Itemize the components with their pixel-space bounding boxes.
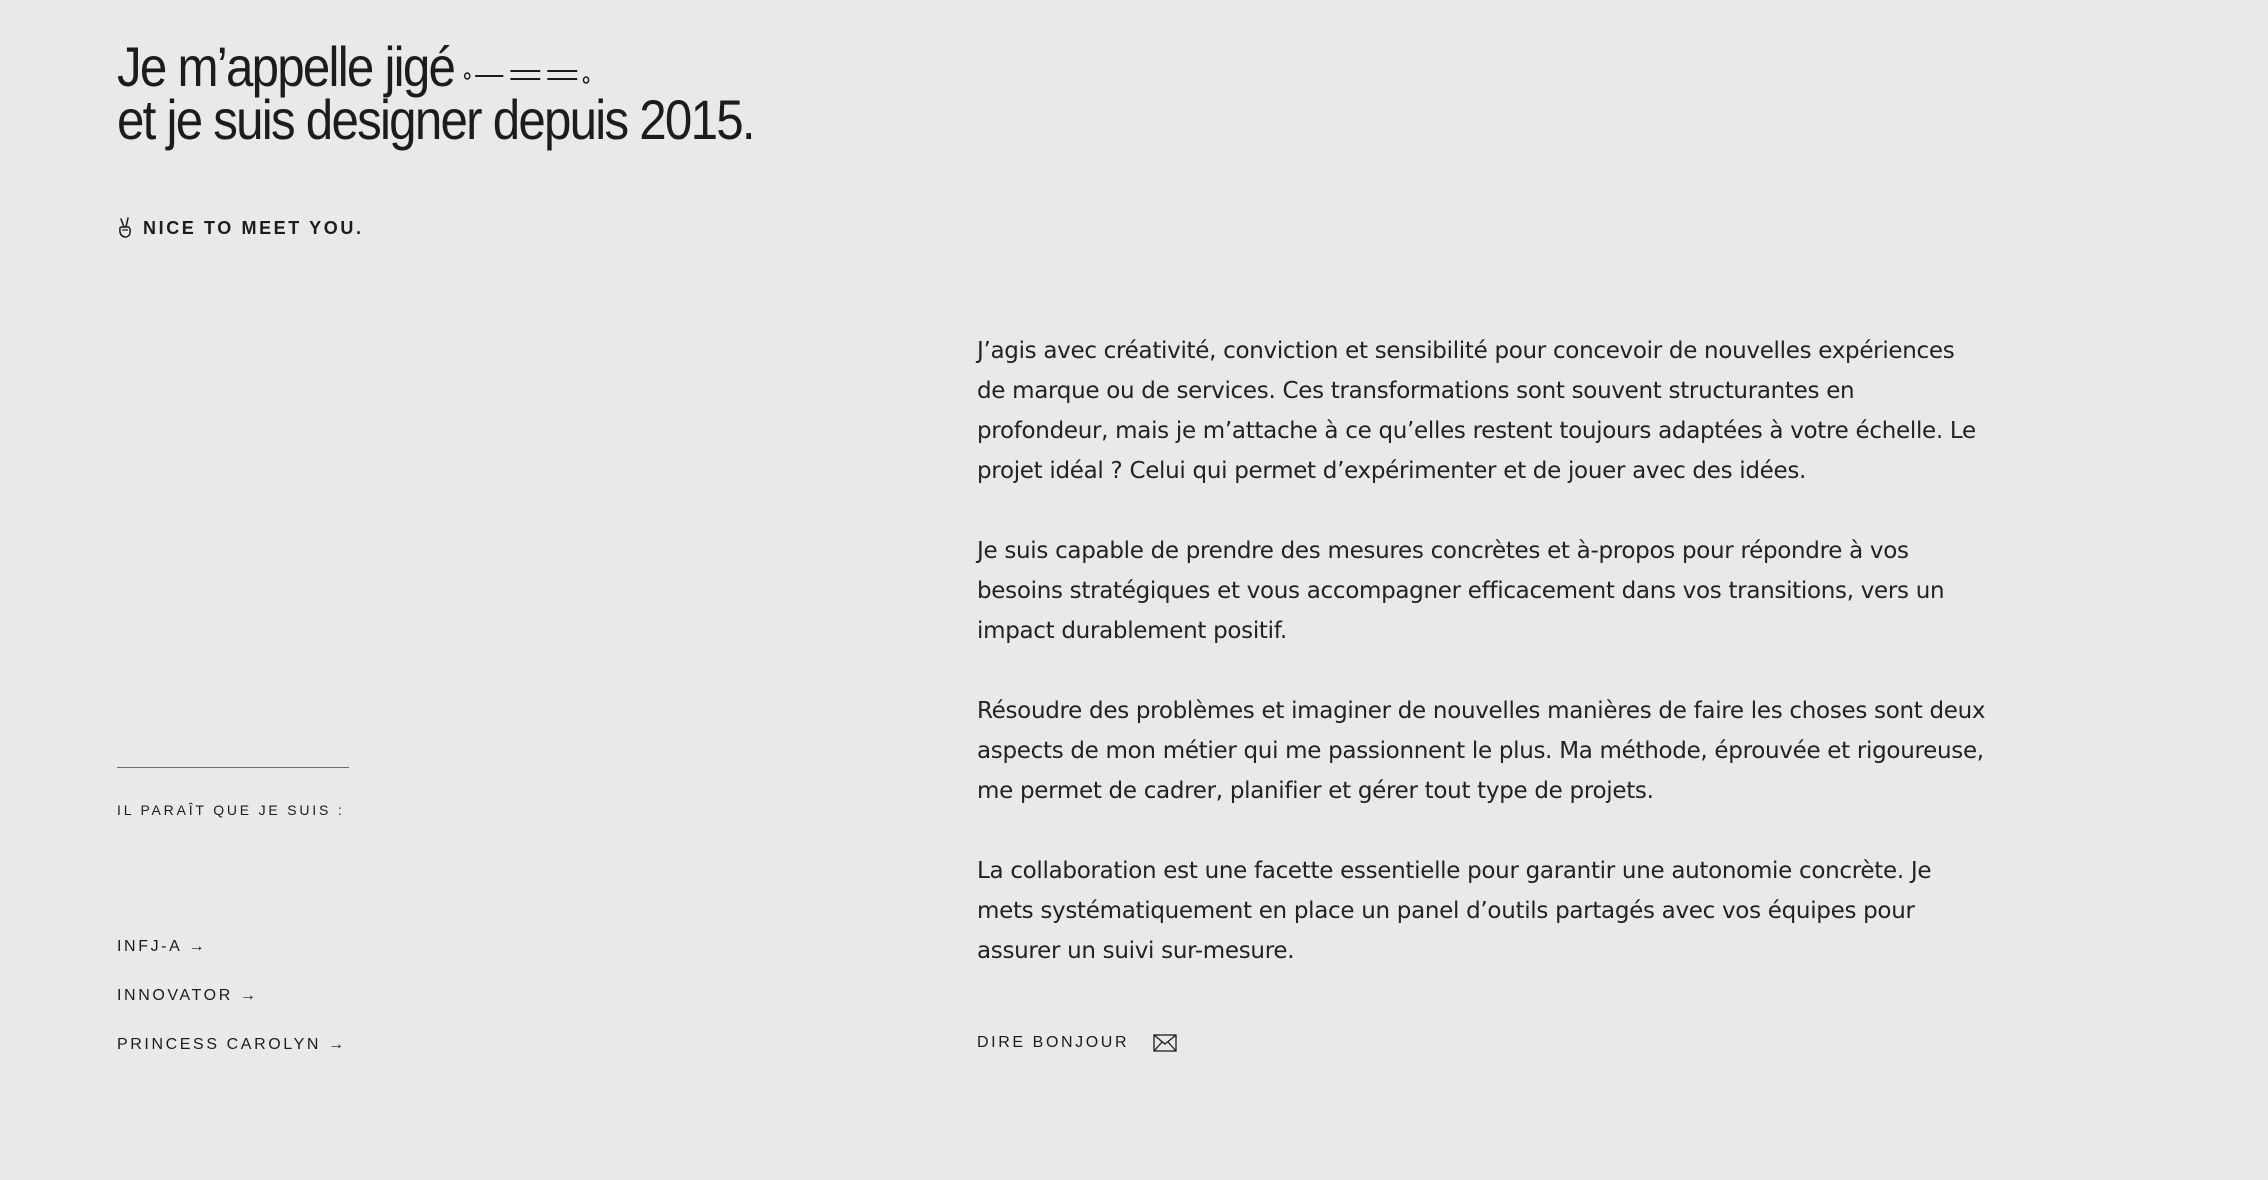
about-text (977, 331, 1987, 1011)
greeting-label: NICE TO MEET YOU. (143, 217, 364, 238)
trait-link-innovator[interactable]: INNOVATOR → (117, 987, 259, 1004)
about-paragraph-4: La collaboration est une facette essentielle pour garantir une autonomie concrète. Je mets systématiquement en place un panel d’outils partagés avec vos équipes pour assurer un suivi sur-mesure. (977, 858, 1932, 964)
envelope-icon[interactable] (1153, 1034, 1177, 1052)
jige-logo-icon (463, 63, 595, 87)
traits-list (117, 937, 347, 1084)
about-paragraph-2: Je suis capable de prendre des mesures concrètes et à-propos pour répondre à vos besoins stratégiques et vous accompagner efficacement dans vos transitions, vers un impact durablement positif. (977, 538, 1945, 644)
trait-link-infj[interactable]: INFJ-A → (117, 938, 208, 955)
title-line-2: et je suis designer depuis 2015. (117, 88, 754, 151)
greeting (117, 217, 364, 239)
about-paragraph-3: Résoudre des problèmes et imaginer de nouvelles manières de faire les choses sont deux aspects de mon métier qui me passionnent le plus. Ma méthode, éprouvée et rigoureuse, me permet de cadrer, planifier et gérer tout type de projets. (977, 698, 1986, 804)
traits-label: IL PARAÎT QUE JE SUIS : (117, 802, 345, 818)
about-paragraph-1: J’agis avec créativité, conviction et sensibilité pour concevoir de nouvelles expériences de marque ou de services. Ces transformations sont souvent structurantes en profondeur, mais je m’attache à ce qu’elles restent toujours adaptées à votre échelle. Le projet idéal ? Celui qui permet d’expérimenter et de jouer avec des idées. (977, 338, 1976, 484)
title-line-1-text: Je m’appelle jigé (117, 35, 455, 98)
page-title (117, 35, 909, 151)
victory-hand-icon (117, 217, 133, 239)
trait-link-princess-carolyn[interactable]: PRINCESS CAROLYN → (117, 1036, 347, 1053)
divider (117, 767, 349, 768)
contact-link[interactable] (977, 1034, 1177, 1052)
contact-label[interactable]: DIRE BONJOUR (977, 1034, 1130, 1051)
title-line-1 (117, 35, 909, 98)
